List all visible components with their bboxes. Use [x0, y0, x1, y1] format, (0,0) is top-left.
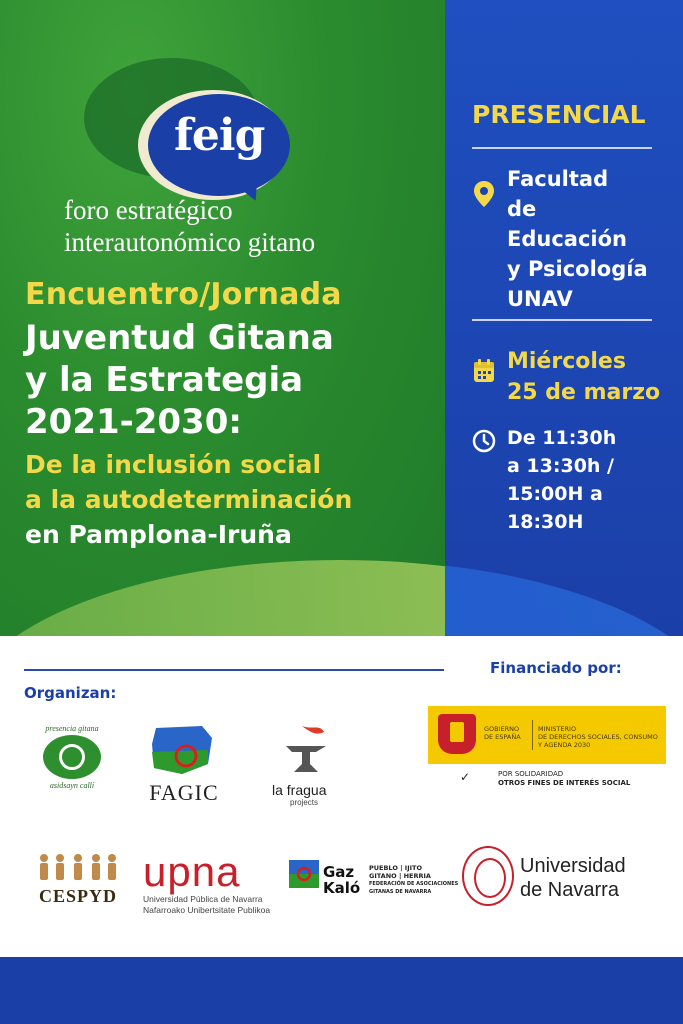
fragua-sub: projects — [290, 798, 319, 807]
wheel-map-icon — [43, 735, 101, 779]
title-line-6: a la autodeterminación — [25, 485, 353, 514]
date-line: Miércoles — [507, 349, 626, 374]
universidad-navarra-logo — [462, 846, 637, 910]
event-date — [507, 346, 660, 408]
upna-sub: Nafarroako Unibertsitate Publikoa — [143, 905, 271, 915]
ministerio-text: MINISTERIO DE DERECHOS SOCIALES, CONSUMO Y AGENDA 2030 — [538, 725, 658, 749]
presencia-gitana-logo — [36, 724, 108, 790]
la-fragua-logo — [272, 722, 352, 807]
time-line: De 11:30h — [507, 427, 617, 449]
section-divider — [24, 669, 444, 671]
event-time — [507, 424, 616, 536]
upna-name: upna — [143, 848, 241, 895]
title-line-1: Encuentro/Jornada — [25, 277, 342, 312]
cespyd-logo — [32, 852, 124, 907]
coat-of-arms-icon — [438, 714, 476, 754]
anvil-icon — [272, 722, 342, 778]
flag-icon — [287, 858, 321, 892]
clock-icon — [472, 427, 496, 455]
attendance-mode: PRESENCIAL — [472, 100, 646, 129]
organizers-label: Organizan: — [24, 684, 117, 702]
calendar-icon — [472, 357, 496, 385]
location-line: y Psicología — [507, 257, 648, 281]
banner-separator — [532, 720, 533, 750]
people-group-icon — [32, 852, 124, 882]
upna-sub: Universidad Pública de Navarra — [143, 894, 263, 904]
logo-subtitle-line2: interautonómico gitano — [64, 227, 316, 257]
location-pin-icon — [472, 180, 496, 208]
decorative-sweep — [445, 560, 683, 636]
location-line: Facultad — [507, 167, 609, 191]
event-location — [507, 164, 648, 314]
logo-caption: presencia gitana — [45, 724, 99, 733]
title-line-2: Juventud Gitana — [25, 318, 334, 358]
catalonia-flag-icon — [142, 724, 226, 776]
fagic-logo — [142, 724, 226, 806]
title-line-3: y la Estrategia — [25, 360, 304, 400]
time-line: 18:30H — [507, 511, 584, 533]
logo-wordmark: feig — [174, 110, 265, 161]
location-line: de — [507, 197, 537, 221]
logo-caption: asidsayn callí — [49, 781, 95, 790]
gobierno-text: GOBIERNO DE ESPAÑA — [484, 725, 521, 741]
unav-name: Universidad de Navarra — [520, 855, 626, 901]
decorative-sweep — [0, 560, 445, 636]
solidaridad-text: POR SOLIDARIDAD OTROS FINES DE INTERÉS SOCIAL — [498, 770, 631, 787]
event-info-panel — [445, 0, 683, 636]
title-line-7: en Pamplona-Iruña — [25, 520, 292, 549]
event-title — [25, 275, 440, 552]
location-line: UNAV — [507, 287, 573, 311]
divider — [472, 147, 652, 149]
gaz-kalo-name: Gaz Kaló — [323, 863, 361, 897]
time-line: a 13:30h / — [507, 455, 614, 477]
logo-subtitle-line1: foro estratégico — [64, 195, 233, 225]
funded-by-label: Financiado por: — [490, 659, 622, 677]
cespyd-name: CESPYD — [38, 886, 117, 906]
location-line: Educación — [507, 227, 627, 251]
date-line: 25 de marzo — [507, 380, 661, 405]
fragua-name: la fragua — [272, 782, 327, 798]
upna-logo — [143, 850, 273, 916]
gaz-kalo-side: PUEBLO | IJITO GITANO | HERRIA FEDERACIÓN DE ASOCIACIONES GITANAS DE NAVARRA — [369, 864, 459, 895]
gaz-kalo-logo — [287, 856, 459, 906]
university-seal-icon — [462, 846, 514, 906]
title-line-5: De la inclusión social — [25, 450, 322, 479]
title-line-4: 2021-2030: — [25, 402, 242, 442]
footer-bar — [0, 957, 683, 1024]
feig-logo — [62, 52, 322, 257]
gobierno-espana-banner — [428, 706, 666, 764]
fagic-name: FAGIC — [149, 780, 219, 805]
checkmark-icon: ✓ — [460, 770, 471, 784]
time-line: 15:00H a — [507, 483, 603, 505]
divider — [472, 319, 652, 321]
event-hero-panel — [0, 0, 445, 636]
